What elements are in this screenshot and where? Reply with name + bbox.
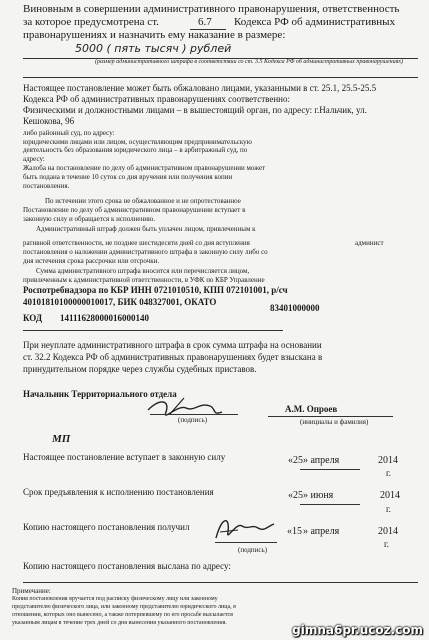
appeal-line-5: либо районный суд, по адресу: (23, 129, 115, 137)
terms-line-6: постановления о наложении административного штрафа в законную силу либо со (23, 248, 268, 256)
footnote-line-4: указанным лицам в течение трех дней со дня вынесения указанного постановления. (12, 620, 227, 626)
exec-month: » июня (303, 490, 334, 501)
kod-label: КОД (23, 313, 43, 323)
divider-line (23, 77, 418, 78)
footnote-line-2: представителю физического лица, или законному представителю юридического лица, в (12, 604, 236, 610)
signatory-title: Начальник Территориального отдела (23, 389, 177, 399)
recv-year: 2014 (378, 526, 398, 537)
appeal-line-10: быть подана в течение 10 суток со дня вручения или получения копии (23, 173, 233, 181)
exec-label: Срок предъявления к исполнению постановления (23, 487, 214, 497)
terms-line-11: 40101810100000010017, БИК 048327001, ОКАТО (23, 297, 217, 307)
header-line-2b: Кодекса РФ об административных (234, 16, 396, 28)
name-underline (268, 416, 393, 417)
enforcement-line-1: При неуплате административного штрафа в срок сумма штрафа на основании (23, 340, 322, 350)
appeal-line-4: Кешокова, 96 (23, 116, 75, 126)
signature-line (150, 414, 238, 415)
signature-caption: (подпись) (178, 416, 208, 424)
signatory-name: А.М. Опроев (285, 404, 338, 414)
fine-note: (размер административного штрафа в соответствии со ст. 3.5 Кодекса РФ об административных правонарушениях) (95, 59, 404, 65)
fine-handwritten: 5000 ( пять тысяч ) рублей (75, 42, 232, 55)
force-month: » апреля (303, 455, 340, 466)
footnote-line-3: отношении, которых оно вынесено, а также потерпевшему по его просьбе высылается (12, 612, 233, 618)
terms-line-10: Роспотребнадзора по КБР ИНН 0721010510, КПП 072101001, р/сч (23, 285, 288, 295)
appeal-line-7: деятельность без образования юридического лица – в арбитражный суд, по (23, 146, 248, 154)
article-number: 6.7 (198, 16, 212, 28)
header-line-1: Виновным в совершении административного правонарушения, ответственность (23, 3, 400, 15)
terms-line-9: привлеченным к административной ответственности, в УФК по КБР Управление (23, 276, 265, 284)
recv-day: «15 (287, 526, 302, 537)
appeal-line-11: постановления. (23, 182, 70, 190)
footnote-divider (23, 582, 418, 583)
terms-line-7: дня истечения срока рассрочки или отсрочки. (23, 257, 160, 265)
exec-g: г. (386, 504, 391, 514)
recv-signature-line (215, 542, 277, 543)
force-label: Настоящее постановление вступает в законную силу (23, 452, 226, 462)
footnote-line-1: Копия постановления вручается под расписку физическому лицу или законному (12, 596, 218, 602)
terms-line-5b: админист (355, 239, 384, 247)
appeal-line-6: юридическими лицами или лицом, осуществляющим предпринимательскую (23, 138, 252, 146)
terms-line-8: Сумма административного штрафа вносится или перечисляется лицом, (36, 267, 250, 275)
terms-line-2: Постановление по делу об административном правонарушении вступает в (23, 206, 246, 214)
force-day: «25 (288, 455, 303, 466)
appeal-line-2: Кодекса РФ об административных правонарушениях соответственно: (23, 94, 290, 104)
terms-line-1: По истечении этого срока не обжалованное и не опротестованное (45, 197, 241, 205)
exec-year: 2014 (380, 490, 400, 501)
terms-line-5a: ративной ответственности, не позднее шестидесяти дней со дня вступления (23, 239, 250, 247)
recv-g: г. (384, 539, 389, 549)
recipient-signature (212, 512, 284, 546)
appeal-line-9: Жалоба на постановление по делу об административном правонарушении может (23, 164, 266, 172)
force-year: 2014 (378, 455, 398, 466)
appeal-line-8: адресу: (23, 155, 45, 163)
footnote-title: Примечание: (12, 587, 51, 595)
header-line-2a: за которое предусмотрена ст. (23, 16, 159, 28)
recv-caption: (подпись) (238, 546, 268, 554)
header-line-3: правонарушениях и назначить ему наказание в размере: (23, 29, 286, 41)
force-month-underline (300, 469, 360, 470)
enforcement-line-3: принудительном порядке через службы судебных приставов. (23, 364, 257, 374)
kod-underline (23, 330, 283, 331)
stamp-place-mp: МП (52, 433, 71, 445)
exec-day: «25 (288, 490, 303, 501)
okato-value: 83401000000 (270, 303, 320, 313)
terms-line-3: законную силу и обращается к исполнению. (23, 215, 155, 223)
name-caption: (инициалы и фамилия) (300, 418, 369, 426)
watermark: gimna6pr.ucoz.com (292, 623, 423, 637)
exec-month-underline (300, 504, 360, 505)
appeal-line-3: Физическими и должностными лицами – в вышестоящий орган, по адресу: г.Нальчик, ул. (23, 105, 367, 115)
terms-line-4: Административный штраф должен быть уплачен лицом, привлеченным к (36, 225, 256, 233)
recv-label: Копию настоящего постановления получил (23, 522, 190, 532)
force-g: г. (386, 468, 391, 478)
kod-value: 14111628000016000140 (60, 313, 150, 323)
enforcement-line-2: ст. 32.2 Кодекса РФ об административных правонарушениях будет взыскана в (23, 352, 323, 362)
recv-month: » апреля (303, 526, 340, 537)
appeal-line-1: Настоящее постановление может быть обжаловано лицами, указанными в ст. 25.1, 25.5-25.5 (23, 83, 377, 93)
sent-label: Копию настоящего постановления выслана по адресу: (23, 561, 231, 571)
